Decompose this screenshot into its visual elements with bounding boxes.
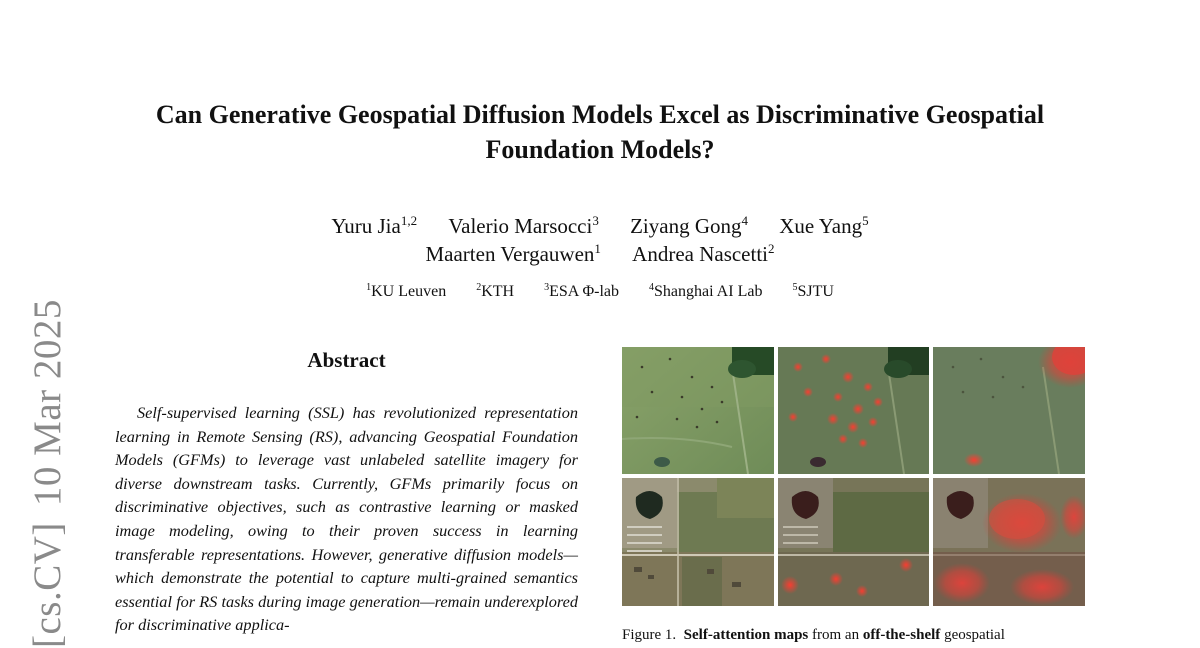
caption-text: geospatial	[940, 627, 1005, 643]
affiliation: $^5$SJTU	[792, 282, 834, 300]
affiliation: $^1$KU Leuven	[366, 282, 447, 300]
caption-bold-term: Self-attention maps	[683, 627, 809, 643]
author: Valerio Marsocci$^3$	[448, 213, 599, 238]
figure-label: Figure 1.	[622, 627, 677, 643]
arxiv-category: [cs.CV]	[26, 522, 69, 648]
author: Xue Yang$^5$	[779, 213, 869, 238]
arxiv-date: 10 Mar 2025	[26, 299, 69, 507]
arxiv-stamp	[26, 299, 70, 648]
satellite-tile	[622, 478, 774, 606]
author: Maarten Vergauwen$^1$	[425, 241, 601, 266]
satellite-tile	[622, 347, 774, 474]
author: Andrea Nascetti$^2$	[632, 241, 775, 266]
affiliation: $^2$KTH	[476, 282, 515, 300]
figure-attention-maps	[622, 347, 1085, 606]
affiliation-list	[200, 282, 1000, 302]
attention-map-tile	[778, 478, 929, 606]
author-list	[200, 212, 1000, 268]
figure-caption	[622, 624, 1085, 646]
attention-map-tile	[933, 347, 1085, 474]
author: Yuru Jia$^{1,2}$	[331, 213, 418, 238]
caption-text: from an	[808, 627, 863, 643]
author: Ziyang Gong$^4$	[630, 213, 748, 238]
abstract-text: Self-supervised learning (SSL) has revolutionized representation learning in Remote Sensing (RS), advancing Geospatial Foundation Models (GFMs) to leverage vast unlabeled satellite imagery for diverse downstream tasks. Currently, GFMs primarily focus on discriminative objectives, such as contrastive learning or masked image modeling, owing to their proven success in learning transferable representations. However, generative diffusion models—which demonstrate the potential to capture multi-grained semantics essential for RS tasks during image generation—remain underexplored for discriminative applica-	[115, 403, 578, 635]
affiliation: $^4$Shanghai AI Lab	[649, 282, 763, 300]
paper-title: Can Generative Geospatial Diffusion Models Excel as Discriminative Geospatial Foundation Models?	[155, 100, 1045, 164]
attention-map-tile	[933, 478, 1085, 606]
caption-bold-term: off-the-shelf	[862, 627, 941, 643]
abstract-heading: Abstract	[307, 348, 386, 372]
attention-map-tile	[778, 347, 929, 474]
affiliation: $^3$ESA Φ-lab	[544, 282, 620, 300]
